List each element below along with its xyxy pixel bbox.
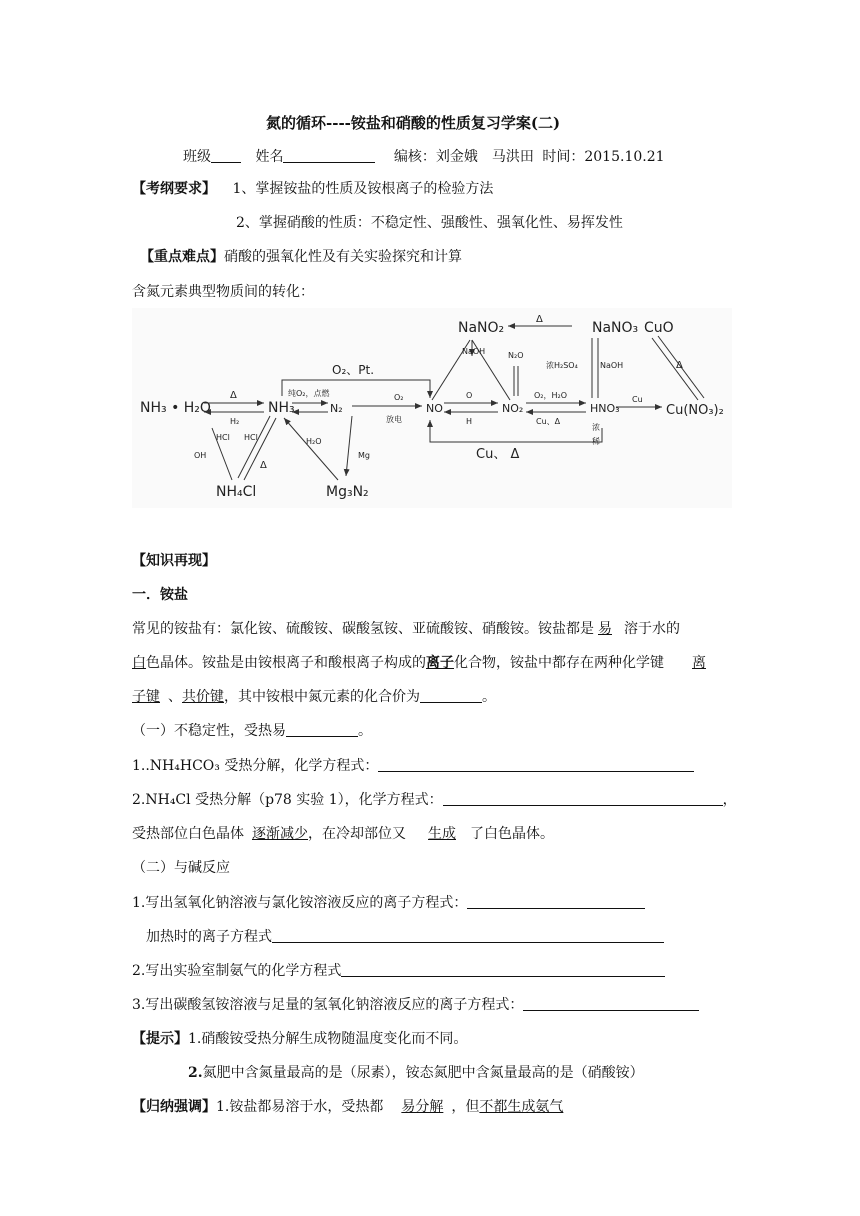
sub1-text: （一）不稳定性，受热易 — [132, 723, 286, 739]
name-label: 姓名 — [255, 149, 284, 165]
label-hcl-1: HCl — [216, 433, 230, 442]
time-label: 时间：2015.10.21 — [542, 149, 665, 165]
para1-text-e: 色晶体。铵盐是由铵根离子和酸根离子构成的 — [146, 655, 426, 671]
diagram-intro: 含氮元素典型物质间的转化： — [132, 284, 314, 300]
q3-line — [132, 894, 645, 912]
sub1-line — [132, 722, 372, 740]
name-blank[interactable] — [283, 148, 375, 163]
answer-not-ammonia: 不都生成氨气 — [479, 1099, 564, 1115]
tip-label: 【提示】 — [132, 1031, 188, 1047]
node-nano2: NaNO₂ — [458, 320, 505, 336]
q2b-text-c: ，在冷却部位又 — [308, 826, 406, 842]
valence-blank[interactable] — [420, 688, 482, 703]
label-nongh2so4: 浓H₂SO₄ — [546, 361, 578, 370]
para1-text-j: 、 — [168, 689, 182, 705]
q5-line — [132, 996, 699, 1014]
q2-line — [132, 791, 737, 809]
q4-text: 2.写出实验室制氨气的化学方程式 — [132, 963, 342, 979]
q2b-text-a: 受热部位白色晶体 — [132, 826, 244, 842]
node-hno3: HNO₃ — [590, 402, 620, 415]
answer-covalent: 共价键 — [182, 689, 224, 705]
node-nh3h2o: NH₃ • H₂O — [140, 400, 211, 416]
node-mg3n2: Mg₃N₂ — [326, 484, 369, 500]
node-nano3: NaNO₃ — [592, 320, 639, 336]
node-n2: N₂ — [330, 402, 343, 415]
nitrogen-cycle-diagram — [132, 308, 732, 508]
q2b-text-e: 了白色晶体。 — [470, 826, 554, 842]
answer-ionic: 离子 — [426, 655, 454, 671]
label-xi: 稀 — [592, 437, 600, 446]
para1-text-a: 常见的铵盐有：氯化铵、硫酸铵、碳酸氢铵、亚硫酸铵、硝酸铵。铵盐都是 — [132, 621, 594, 637]
class-blank[interactable] — [211, 148, 241, 163]
summary-text-c: ，但 — [451, 1099, 480, 1115]
label-delta-3: Δ — [676, 360, 683, 371]
q5-text: 3.写出碳酸氢铵溶液与足量的氢氧化钠溶液反应的离子方程式： — [132, 997, 524, 1013]
label-chundian: 纯O₂，点燃 — [288, 389, 330, 398]
label-o: O — [466, 391, 473, 400]
label-naoh-2: NaOH — [600, 361, 624, 370]
q2-end: ， — [722, 792, 737, 808]
label-n2o: N₂O — [508, 351, 524, 360]
label-h2o: H₂O — [306, 437, 322, 446]
para1-text-m: 。 — [482, 689, 496, 705]
q1-blank[interactable] — [378, 757, 694, 772]
q2-text: 2.NH₄Cl 受热分解（p78 实验 1），化学方程式： — [132, 792, 443, 808]
label-delta-2: Δ — [536, 314, 543, 325]
label-o2: O₂ — [394, 393, 404, 402]
label-nong: 浓 — [592, 423, 600, 432]
answer-white: 白 — [132, 655, 146, 671]
knowledge-heading: 【知识再现】 — [132, 553, 216, 569]
tip2-line — [188, 1064, 644, 1082]
label-cu: Cu — [632, 395, 643, 404]
answer-easy: 易 — [598, 621, 612, 637]
label-fangdian: 放电 — [386, 415, 402, 424]
q3-text: 1.写出氢氧化钠溶液与氯化铵溶液反应的离子方程式： — [132, 895, 468, 911]
label-o2h2o: O₂，H₂O — [534, 391, 568, 400]
answer-ionic-bond-a: 离 — [692, 655, 706, 671]
section1-heading: 一．铵盐 — [132, 587, 188, 603]
q3-blank[interactable] — [467, 894, 645, 909]
tip2-num: 2. — [188, 1065, 203, 1081]
q2b-line — [132, 825, 554, 843]
para1-line1 — [132, 620, 680, 638]
answer-decompose: 易分解 — [401, 1099, 444, 1115]
answer-ionic-bond-b: 子键 — [132, 689, 160, 705]
requirements-item2: 2、掌握硝酸的性质：不稳定性、强酸性、强氧化性、易挥发性 — [236, 215, 623, 231]
header-info — [183, 148, 665, 166]
summary-line — [132, 1098, 583, 1116]
answer-form: 生成 — [428, 826, 456, 842]
editor-label: 编核：刘金娥 马洪田 — [393, 149, 534, 165]
label-hcl-2: HCl — [244, 433, 258, 442]
summary-label: 【归纳强调】 — [132, 1099, 216, 1115]
q3b-text: 加热时的离子方程式 — [146, 929, 272, 945]
para1-line3 — [132, 688, 496, 706]
node-no: NO — [426, 402, 443, 415]
para1-text-g: 化合物，铵盐中都存在两种化学键 — [454, 655, 664, 671]
label-naoh-1: NaOH — [462, 347, 486, 356]
q4-line — [132, 962, 665, 980]
tip2-text: 氮肥中含氮量最高的是（尿素），铵态氮肥中含氮量最高的是（硝酸铵） — [202, 1065, 644, 1081]
key-points-text: 硝酸的强氧化性及有关实验探究和计算 — [224, 249, 462, 265]
node-nh4cl: NH₄Cl — [216, 484, 257, 500]
q4-blank[interactable] — [341, 962, 665, 977]
label-cudelta: Cu、Δ — [536, 417, 561, 426]
sub1-end: 。 — [358, 723, 372, 739]
q1-text: 1..NH₄HCO₃ 受热分解，化学方程式： — [132, 758, 379, 774]
para1-text-l: ，其中铵根中氮元素的化合价为 — [224, 689, 420, 705]
q3b-blank[interactable] — [272, 928, 664, 943]
para1-line2 — [132, 654, 706, 672]
key-points-line — [140, 248, 462, 266]
class-label: 班级 — [183, 149, 211, 165]
label-h: H — [466, 417, 473, 426]
key-points-label: 【重点难点】 — [140, 249, 224, 265]
requirements-item1-line — [132, 180, 493, 198]
tip-text: 1.硝酸铵受热分解生成物随温度变化而不同。 — [188, 1031, 468, 1047]
answer-decrease: 逐渐减少 — [252, 826, 308, 842]
summary-text-a: 1.铵盐都易溶于水，受热都 — [216, 1099, 384, 1115]
node-nh3: NH₃ — [268, 400, 295, 416]
node-no2: NO₂ — [502, 402, 524, 415]
label-oh: OH — [194, 451, 207, 460]
label-h2: H₂ — [230, 417, 240, 426]
label-o2pt: O₂、Pt. — [332, 363, 375, 377]
page-title: 氮的循环----铵盐和硝酸的性质复习学案(二) — [266, 114, 561, 132]
q2-blank[interactable] — [443, 791, 723, 806]
requirements-item1: 1、掌握铵盐的性质及铵根离子的检验方法 — [232, 181, 494, 197]
q3b-line — [146, 928, 664, 946]
requirements-label: 【考纲要求】 — [132, 181, 216, 197]
label-cudelta-2: Cu、 Δ — [476, 447, 520, 462]
q5-blank[interactable] — [523, 996, 699, 1011]
label-delta-4: Δ — [260, 460, 267, 471]
tip-line — [132, 1030, 467, 1048]
node-cuno3: Cu(NO₃)₂ — [666, 403, 724, 418]
label-delta-1: Δ — [230, 390, 237, 401]
sub1-blank[interactable] — [286, 722, 358, 737]
label-mg: Mg — [358, 451, 370, 460]
q1-line — [132, 757, 694, 775]
node-cuo: CuO — [644, 320, 674, 336]
sub2-heading: （二）与碱反应 — [132, 860, 230, 876]
para1-text-c: 溶于水的 — [624, 621, 680, 637]
